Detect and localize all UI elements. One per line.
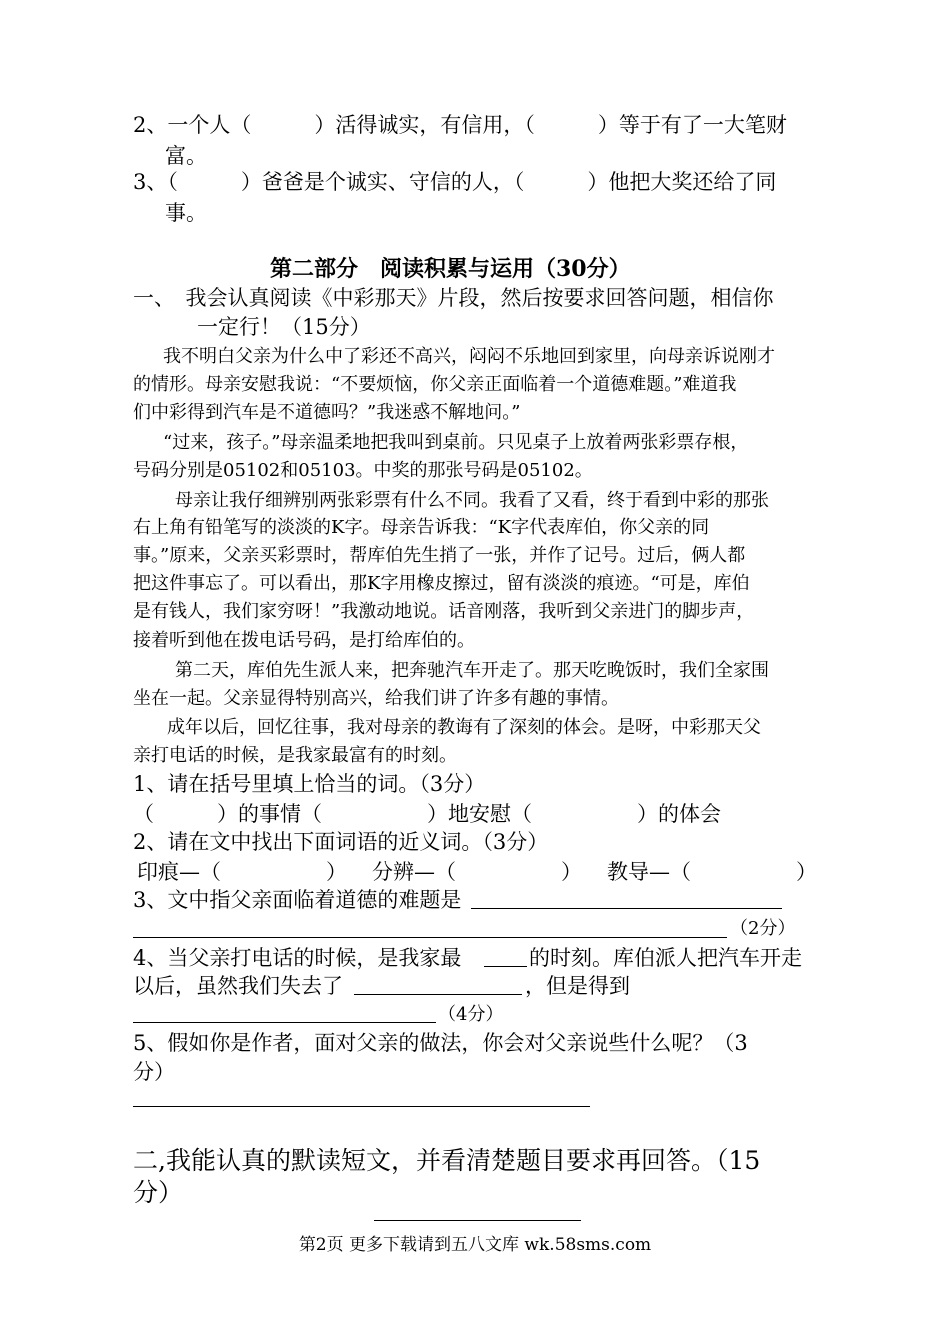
reading1-question-1-blanks: （ ）的事情（ ）地安慰（ ）的体会 xyxy=(133,802,721,826)
reading1-intro-line2: 一定行！（15分） xyxy=(197,315,371,339)
passage-line: 们中彩得到汽车是不道德吗？”我迷惑不解地问。” xyxy=(133,402,521,423)
reading1-question-4-part4: ，但是得到 xyxy=(525,974,630,998)
reading1-question-3: 3、文中指父亲面临着道德的难题是 xyxy=(133,888,462,912)
reading1-question-1: 1、请在括号里填上恰当的词。（3分） xyxy=(133,772,486,796)
question-2-line2: 富。 xyxy=(165,144,207,168)
passage-line: 坐在一起。父亲显得特别高兴，给我们讲了许多有趣的事情。 xyxy=(133,688,619,709)
reading2-intro-line2: 分） xyxy=(133,1178,184,1207)
passage-line: “过来，孩子。”母亲温柔地把我叫到桌前。只见桌子上放着两张彩票存根， xyxy=(163,432,749,453)
footer-text: 第2页 更多下载请到五八文库 wk.58sms.com xyxy=(298,1235,652,1255)
passage-line: 第二天，库伯先生派人来，把奔驰汽车开走了。那天吃晚饭时，我们全家围 xyxy=(175,660,769,681)
section-title: 第二部分 阅读积累与运用（30分） xyxy=(270,256,631,282)
answer-line[interactable] xyxy=(471,908,782,909)
synonym-blank-2: 分辨—（ ） xyxy=(372,860,582,884)
passage-line: 接着听到他在拨电话号码，是打给库伯的。 xyxy=(133,630,475,651)
reading1-question-5-line2: 分） xyxy=(133,1060,175,1084)
question-2-line1: 2、一个人（ ）活得诚实，有信用，（ ）等于有了一大笔财 xyxy=(133,113,787,137)
passage-line: 号码分别是05102和05103。中奖的那张号码是05102。 xyxy=(133,460,593,481)
passage-line: 母亲让我仔细辨别两张彩票有什么不同。我看了又看，终于看到中彩的那张 xyxy=(175,490,769,511)
answer-line[interactable] xyxy=(133,1022,436,1023)
answer-line[interactable] xyxy=(133,1106,590,1107)
answer-line[interactable] xyxy=(354,994,522,995)
question-3-line2: 事。 xyxy=(165,201,207,225)
passage-line: 亲打电话的时候，是我家最富有的时刻。 xyxy=(133,745,457,766)
passage-line: 事。”原来，父亲买彩票时，帮库伯先生捎了一张，并作了记号。过后，俩人都 xyxy=(133,545,746,566)
synonym-blank-1: 印痕—（ ） xyxy=(137,860,347,884)
passage-line: 成年以后，回忆往事，我对母亲的教诲有了深刻的体会。是呀，中彩那天父 xyxy=(167,717,761,738)
reading1-intro-line1: 一、 我会认真阅读《中彩那天》片段，然后按要求回答问题，相信你 xyxy=(133,286,774,310)
footer-rule xyxy=(374,1220,581,1221)
question-3-score: （2分） xyxy=(730,918,796,939)
passage-line: 是有钱人，我们家穷呀！”我激动地说。话音刚落，我听到父亲进门的脚步声， xyxy=(133,601,755,622)
synonym-blank-3: 教导—（ ） xyxy=(607,860,817,884)
reading1-question-4-part3: 以后，虽然我们失去了 xyxy=(133,974,343,998)
answer-line[interactable] xyxy=(133,937,727,938)
passage-line: 的情形。母亲安慰我说：“不要烦恼，你父亲正面临着一个道德难题。”难道我 xyxy=(133,374,737,395)
passage-line: 把这件事忘了。可以看出，那K字用橡皮擦过，留有淡淡的痕迹。“可是，库伯 xyxy=(133,573,750,594)
question-3-line1: 3、（ ）爸爸是个诚实、守信的人，（ ）他把大奖还给了同 xyxy=(133,170,777,194)
reading1-question-5-line1: 5、假如你是作者，面对父亲的做法，你会对父亲说些什么呢？（3 xyxy=(133,1031,748,1055)
answer-line[interactable] xyxy=(484,966,527,967)
reading1-question-4-part1: 4、当父亲打电话的时候，是我家最 xyxy=(133,946,462,970)
passage-line: 我不明白父亲为什么中了彩还不高兴，闷闷不乐地回到家里，向母亲诉说刚才 xyxy=(163,346,775,367)
reading1-question-2: 2、请在文中找出下面词语的近义词。（3分） xyxy=(133,830,549,854)
reading1-question-4-part2: 的时刻。库伯派人把汽车开走 xyxy=(529,946,802,970)
reading2-intro-line1: 二,我能认真的默读短文，并看清楚题目要求再回答。（15 xyxy=(133,1146,761,1175)
question-4-score: （4分） xyxy=(438,1004,504,1025)
passage-line: 右上角有铅笔写的淡淡的K字。母亲告诉我：“K字代表库伯，你父亲的同 xyxy=(133,517,710,538)
